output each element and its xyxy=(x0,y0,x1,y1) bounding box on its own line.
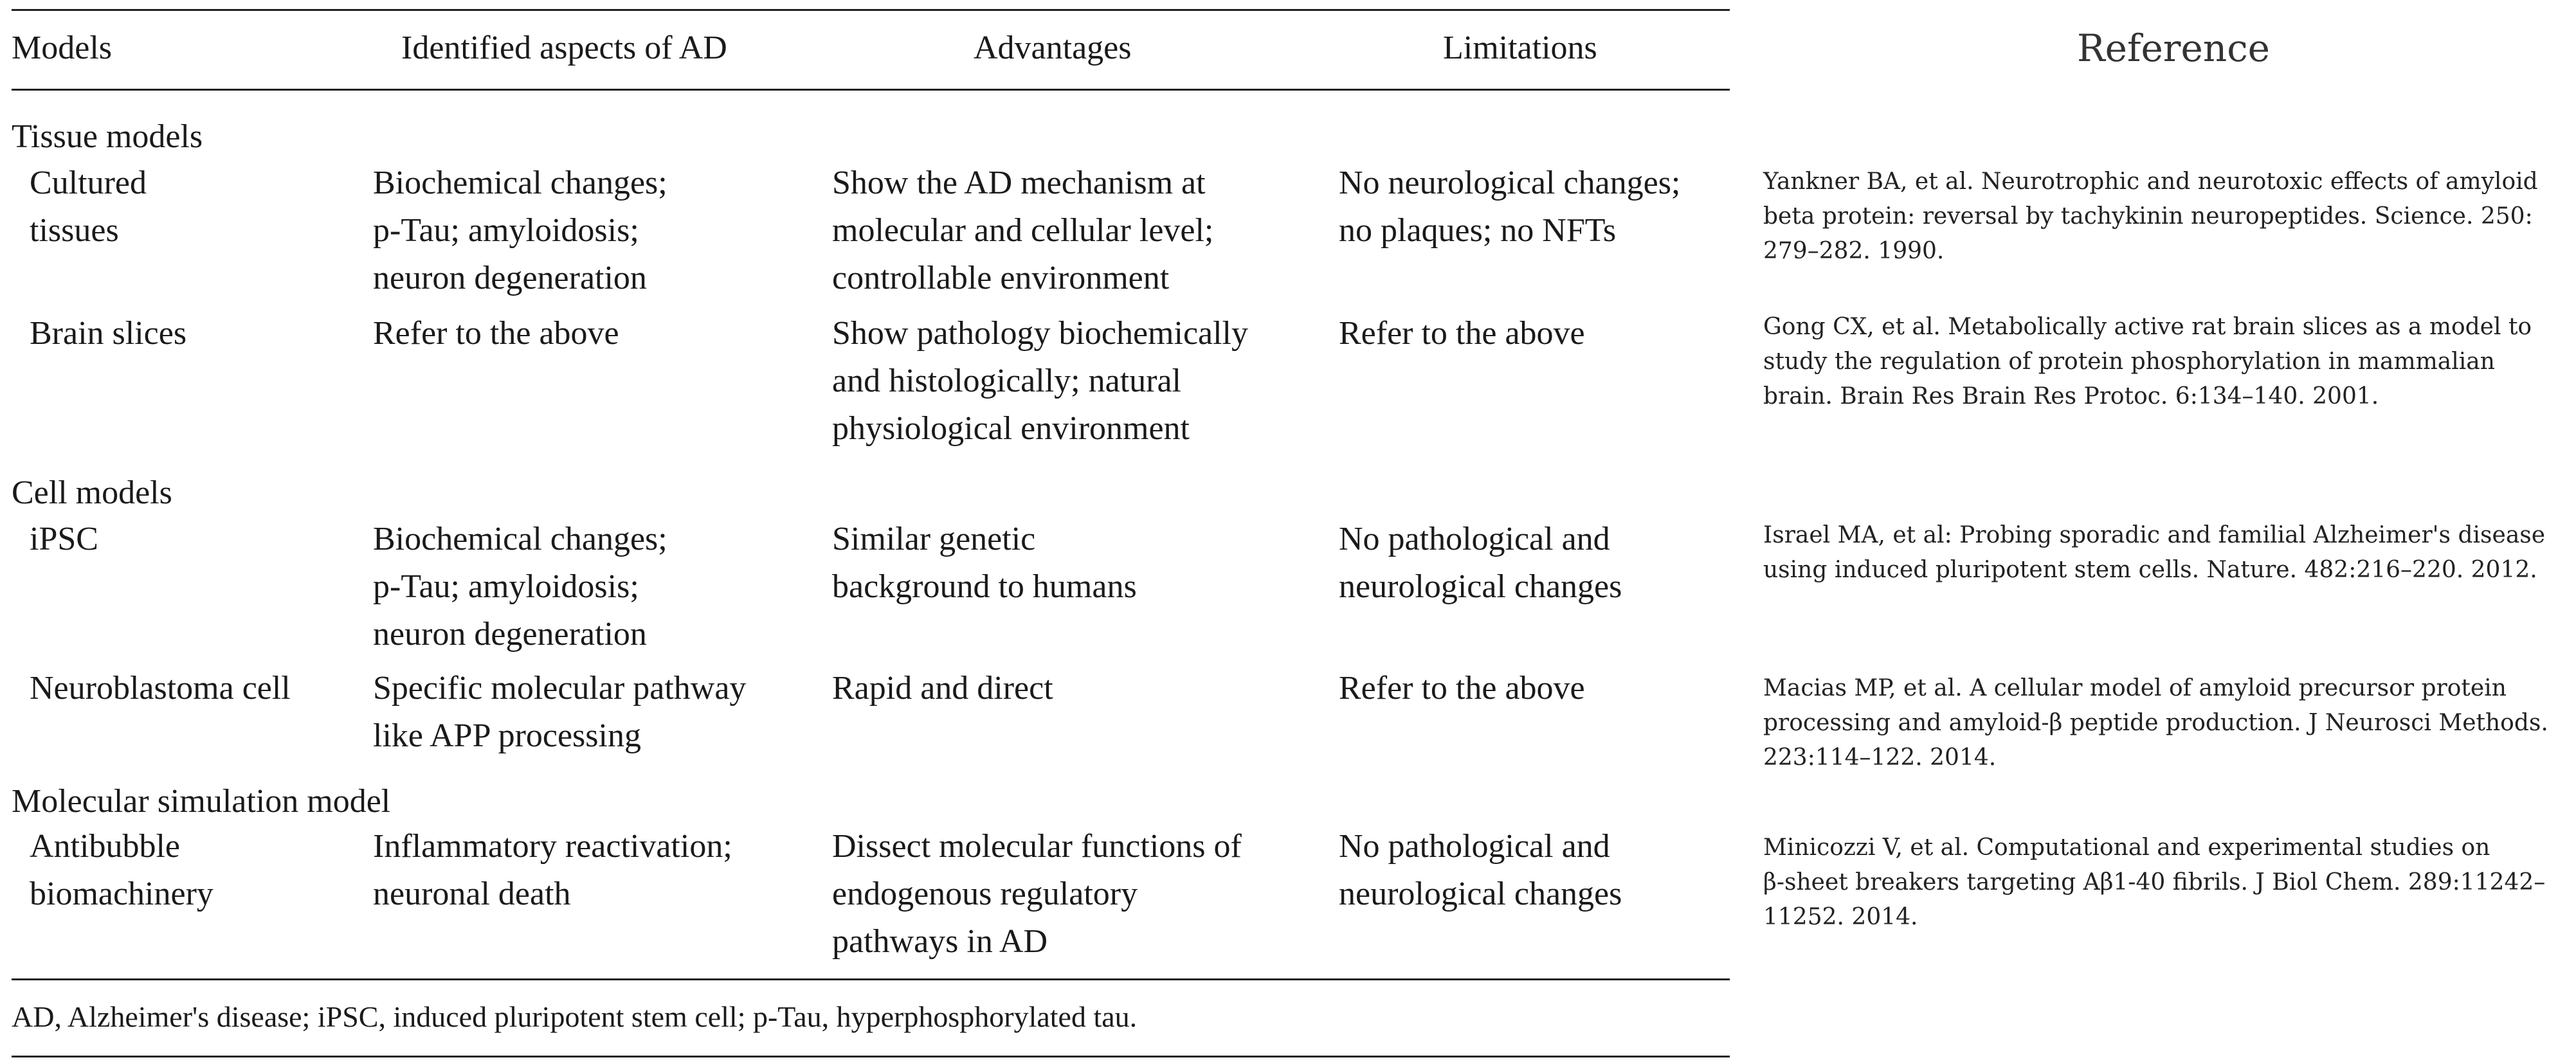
model-name: Brain slices xyxy=(30,315,187,352)
limitations: No pathological and neurological changes xyxy=(1339,828,1622,912)
model-name: iPSC xyxy=(30,521,98,557)
limitations: No pathological and neurological changes xyxy=(1339,521,1622,605)
limitations: Refer to the above xyxy=(1339,670,1585,706)
table-footnote: AD, Alzheimer's disease; iPSC, induced pluripotent stem cell; p-Tau, hyperphosphorylated tau. xyxy=(12,1000,1138,1033)
model-name: Antibubble biomachinery xyxy=(30,828,213,912)
table-bottom-rule xyxy=(12,1056,1730,1058)
advantages: Rapid and direct xyxy=(832,670,1053,706)
model-name: Neuroblastoma cell xyxy=(30,670,291,706)
advantages: Similar genetic background to humans xyxy=(832,521,1137,605)
table-top-rule xyxy=(12,9,1730,11)
section-title-tissue-models: Tissue models xyxy=(12,118,203,155)
identified-aspects: Inflammatory reactivation; neuronal death xyxy=(373,828,732,912)
identified-aspects: Specific molecular pathway like APP processing xyxy=(373,670,747,754)
header-reference: Reference xyxy=(2077,26,2270,70)
model-name: Cultured tissues xyxy=(30,165,147,249)
identified-aspects: Biochemical changes; p-Tau; amyloidosis; neuron degeneration xyxy=(373,165,667,296)
header-identified-aspects: Identified aspects of AD xyxy=(401,30,727,66)
footer-rule xyxy=(12,978,1730,980)
reference: Gong CX, et al. Metabolically active rat brain slices as a model to study the regulation of protein phosphorylation in mammalian brain. Brain Res Brain Res Protoc. 6:134–140. 2001. xyxy=(1763,314,2532,410)
reference: Macias MP, et al. A cellular model of amyloid precursor protein processing and amyloid-β peptide production. J Neurosci Methods. 223:114–122. 2014. xyxy=(1763,675,2548,771)
reference: Yankner BA, et al. Neurotrophic and neurotoxic effects of amyloid beta protein: reversal by tachykinin neuropeptides. Science. 250: 279–282. 1990. xyxy=(1763,168,2538,264)
limitations: Refer to the above xyxy=(1339,315,1585,352)
limitations: No neurological changes; no plaques; no NFTs xyxy=(1339,165,1681,249)
advantages: Dissect molecular functions of endogenous regulatory pathways in AD xyxy=(832,828,1242,960)
advantages: Show the AD mechanism at molecular and cellular level; controllable environment xyxy=(832,165,1214,296)
header-limitations: Limitations xyxy=(1443,30,1597,66)
identified-aspects: Biochemical changes; p-Tau; amyloidosis; neuron degeneration xyxy=(373,521,667,652)
section-title-cell-models: Cell models xyxy=(12,474,172,511)
reference: Israel MA, et al: Probing sporadic and familial Alzheimer's disease using induced pluripotent stem cells. Nature. 482:216–220. 2012. xyxy=(1763,522,2546,583)
reference: Minicozzi V, et al. Computational and experimental studies on β-sheet breakers targeting Aβ1-40 fibrils. J Biol Chem. 289:11242– 11252. 2014. xyxy=(1763,834,2546,930)
header-advantages: Advantages xyxy=(974,30,1132,66)
identified-aspects: Refer to the above xyxy=(373,315,619,352)
section-title-molecular-simulation-model: Molecular simulation model xyxy=(12,783,391,820)
advantages: Show pathology biochemically and histologically; natural physiological environment xyxy=(832,315,1249,447)
header-models: Models xyxy=(12,30,112,66)
header-rule xyxy=(12,89,1730,91)
